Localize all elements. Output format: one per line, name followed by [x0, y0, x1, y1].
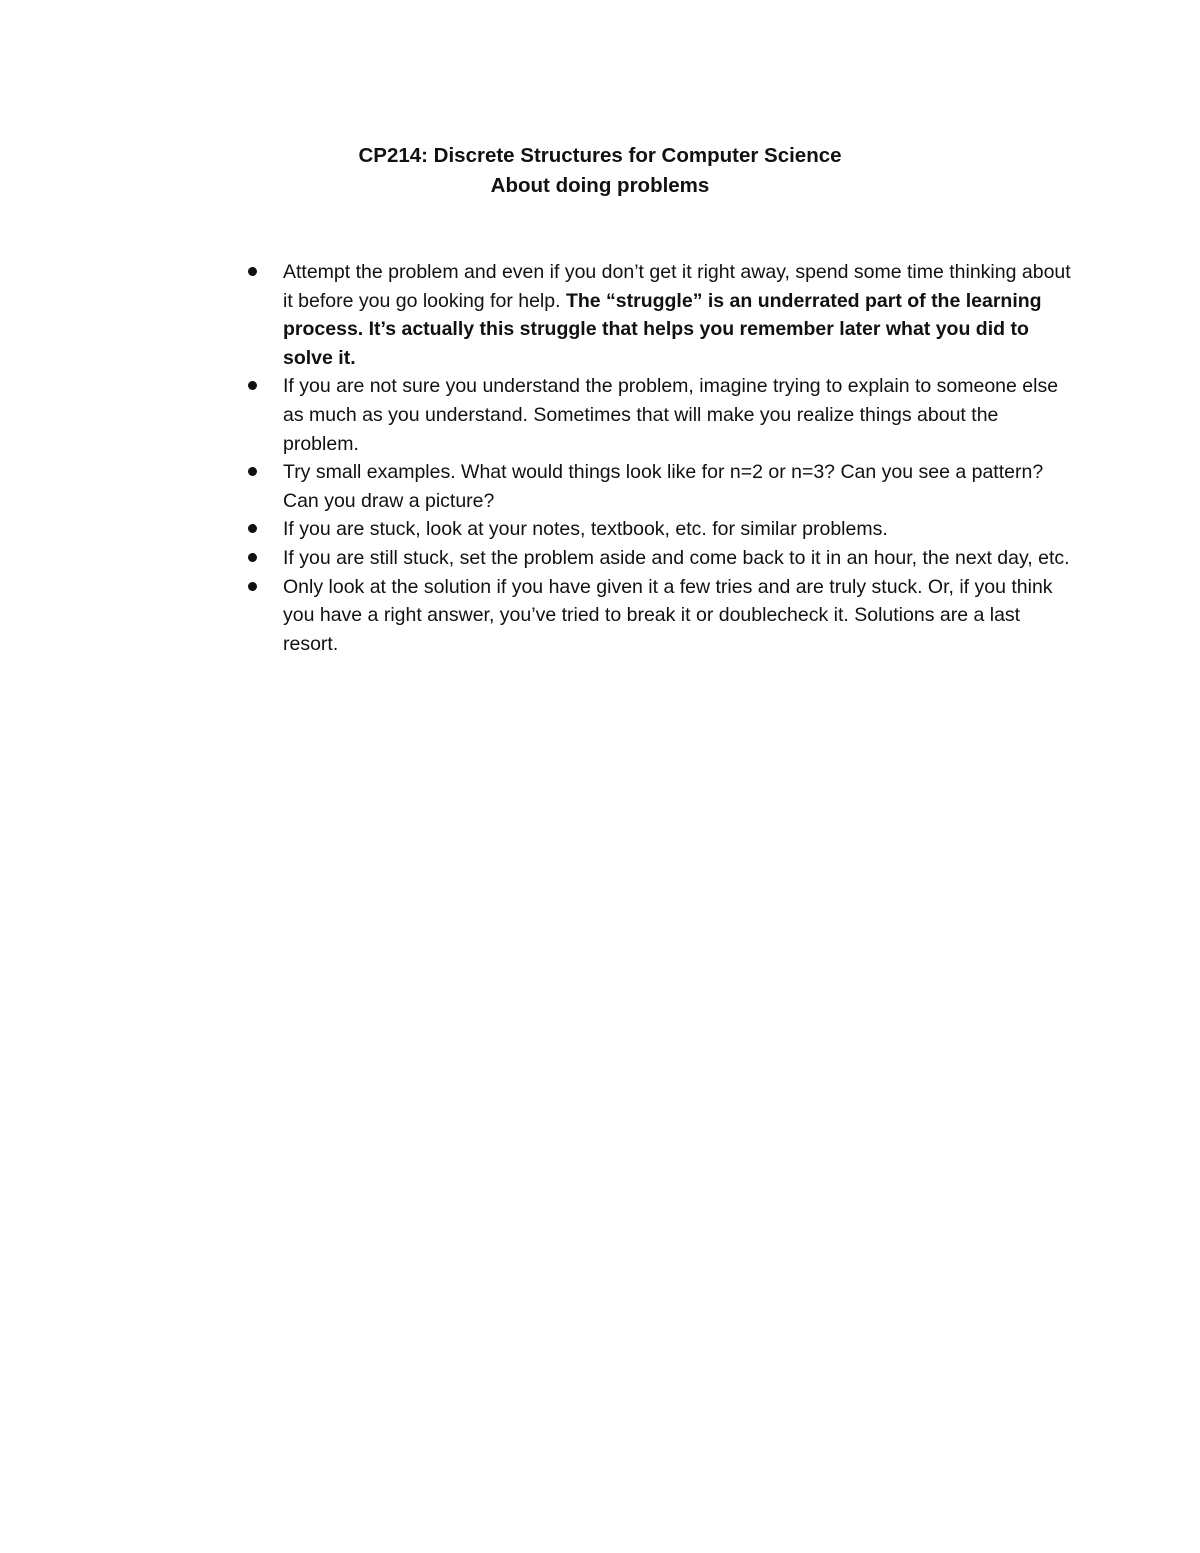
- list-item: [244, 515, 1074, 544]
- list-item-bold-text: The “struggle” is an underrated part of the learning process. It’s actually this struggle that helps you remember later what you did to solve it.: [283, 289, 1042, 369]
- list-item-text: If you are still stuck, set the problem aside and come back to it in an hour, the next day, etc.: [283, 546, 1070, 569]
- list-item: [244, 458, 1074, 515]
- list-item: [244, 573, 1074, 659]
- list-item-text: Only look at the solution if you have given it a few tries and are truly stuck. Or, if you think you have a right answer, you’ve tried to break it or doublecheck it. Solutions are a last resort.: [283, 575, 1053, 655]
- document-subtitle: About doing problems: [490, 174, 710, 197]
- list-item-text: If you are stuck, look at your notes, textbook, etc. for similar problems.: [283, 518, 888, 541]
- bullet-icon: [248, 553, 257, 562]
- bullet-icon: [248, 524, 257, 533]
- list-item: [244, 544, 1074, 573]
- bullet-icon: [248, 267, 257, 276]
- bullet-icon: [248, 381, 257, 390]
- list-item: [244, 372, 1074, 458]
- bullet-icon: [248, 467, 257, 476]
- list-item-text: Attempt the problem and even if you don’t get it right away, spend some time thinking about it before you go looking for help.: [283, 261, 1071, 312]
- title-block: [0, 141, 1200, 201]
- list-item-text: If you are not sure you understand the problem, imagine trying to explain to someone else as much as you understand. Sometimes that will make you realize things about the problem.: [283, 375, 1059, 455]
- document-title: CP214: Discrete Structures for Computer Science: [358, 144, 842, 167]
- bullet-icon: [248, 582, 257, 591]
- list-item: [244, 258, 1074, 372]
- advice-list: [244, 258, 1074, 658]
- list-item-text: Try small examples. What would things look like for n=2 or n=3? Can you see a pattern? Can you draw a picture?: [283, 461, 1044, 512]
